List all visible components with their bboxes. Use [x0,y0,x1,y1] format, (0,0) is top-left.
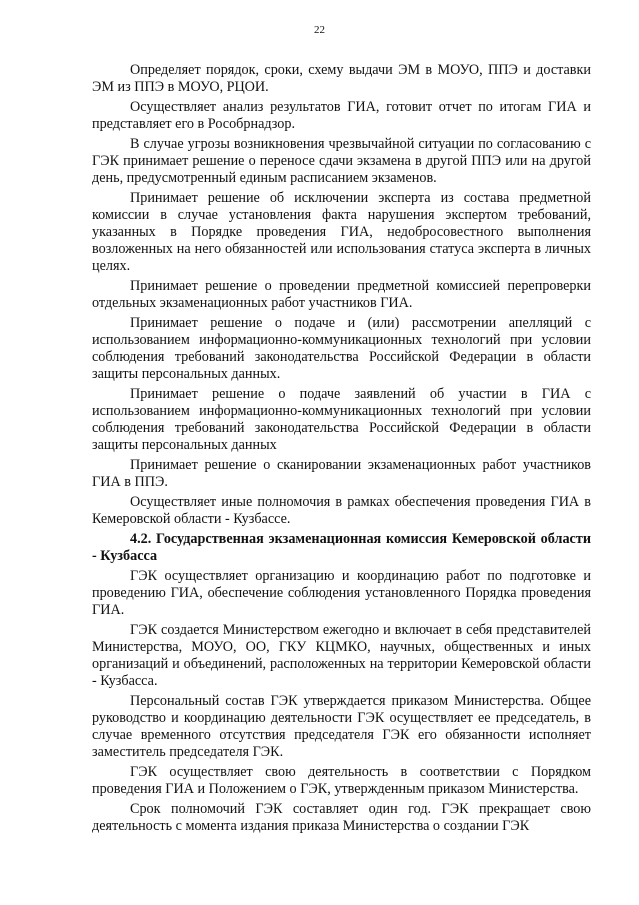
paragraph: ГЭК создается Министерством ежегодно и включает в себя представителей Министерства, МОУО, ОО, ГКУ КЦМКО, научных, общественных и иных организаций и объединений, расположенных на территории Кемеровской области - Кузбасса. [92,622,591,689]
paragraph: ГЭК осуществляет организацию и координацию работ по подготовке и проведению ГИА, обеспечение соблюдения установленного Порядка проведения ГИА. [92,568,591,618]
paragraph: Принимает решение о сканировании экзаменационных работ участников ГИА в ППЭ. [92,457,591,490]
paragraph: Принимает решение о подаче и (или) рассмотрении апелляций с использованием информационно-коммуникационных технологий при условии соблюдения требований законодательства Российской Федерации в области защиты персональных данных. [92,315,591,382]
paragraph: Принимает решение о подаче заявлений об участии в ГИА с использованием информационно-коммуникационных технологий при условии соблюдения требований законодательства Российской Федерации в области защиты персональных данных [92,386,591,453]
paragraph: Осуществляет анализ результатов ГИА, готовит отчет по итогам ГИА и представляет его в Рособрнадзор. [92,99,591,132]
paragraph: Принимает решение об исключении эксперта из состава предметной комиссии в случае установления факта нарушения экспертом требований, указанных в Порядке проведения ГИА, недобросовестного выполнения возложенных на него обязанностей или использования статуса эксперта в личных целях. [92,190,591,274]
section-heading: 4.2. Государственная экзаменационная комиссия Кемеровской области - Кузбасса [92,531,591,564]
paragraph: ГЭК осуществляет свою деятельность в соответствии с Порядком проведения ГИА и Положением о ГЭК, утвержденным приказом Министерства. [92,764,591,797]
paragraph: Определяет порядок, сроки, схему выдачи ЭМ в МОУО, ППЭ и доставки ЭМ из ППЭ в МОУО, РЦОИ. [92,62,591,95]
document-body [92,62,591,838]
page-number: 22 [314,24,325,36]
paragraph: Персональный состав ГЭК утверждается приказом Министерства. Общее руководство и координацию деятельности ГЭК осуществляет ее председатель, в случае временного отсутствия председателя ГЭК его обязанности исполняет заместитель председателя ГЭК. [92,693,591,760]
paragraph: Принимает решение о проведении предметной комиссией перепроверки отдельных экзаменационных работ участников ГИА. [92,278,591,311]
paragraph: Срок полномочий ГЭК составляет один год. ГЭК прекращает свою деятельность с момента издания приказа Министерства о создании ГЭК [92,801,591,834]
paragraph: В случае угрозы возникновения чрезвычайной ситуации по согласованию с ГЭК принимает решение о переносе сдачи экзамена в другой ППЭ или на другой день, предусмотренный единым расписанием экзаменов. [92,136,591,186]
paragraph: Осуществляет иные полномочия в рамках обеспечения проведения ГИА в Кемеровской области - Кузбассе. [92,494,591,527]
